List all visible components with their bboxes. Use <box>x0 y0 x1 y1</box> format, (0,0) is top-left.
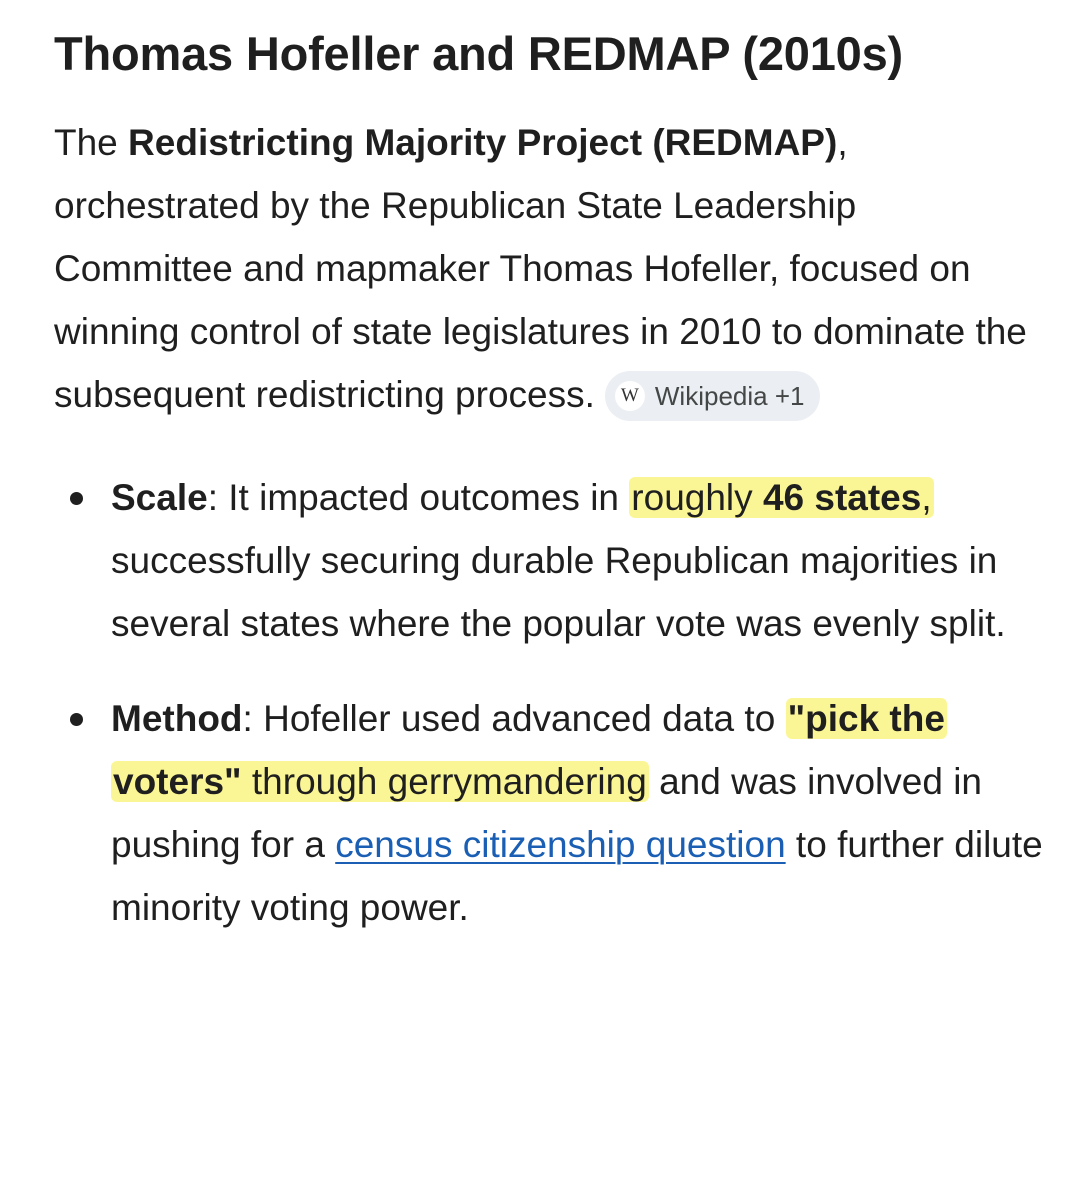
bullet-colon: : <box>207 477 218 518</box>
bullet-text <box>111 477 1006 644</box>
bullet-pre: Hofeller used advanced data to <box>252 698 786 739</box>
highlight-after: , <box>921 477 932 518</box>
highlight-plain: through gerrymandering <box>241 761 647 802</box>
bullet-rest: to further dilute minority voting power. <box>111 824 1043 928</box>
bullet-pre: It impacted outcomes in <box>217 477 630 518</box>
list-item-scale <box>54 466 1044 655</box>
bullet-list <box>54 466 1044 939</box>
source-chip[interactable] <box>605 371 821 421</box>
census-citizenship-link[interactable]: census citizenship question <box>335 824 786 865</box>
wikipedia-icon: W <box>615 381 645 411</box>
intro-prefix: The <box>54 122 129 163</box>
intro-paragraph <box>54 111 1044 426</box>
highlight-mark <box>629 477 933 518</box>
highlight-bold: "pick the voters" <box>113 698 945 802</box>
article <box>54 22 1044 971</box>
bullet-rest: successfully securing durable Republican majorities in several states where the popular vote was evenly split. <box>111 540 1006 644</box>
bullet-dot-icon <box>70 492 83 505</box>
highlight-plain: roughly <box>631 477 763 518</box>
source-chip-label: Wikipedia +1 <box>654 380 805 411</box>
bullet-term: Method <box>111 698 243 739</box>
list-item-method <box>54 687 1044 939</box>
bullet-dot-icon <box>70 713 83 726</box>
intro-rest: , orchestrated by the Republican State Leadership Committee and mapmaker Thomas Hofeller, focused on winning control of state legislatures in 2010 to dominate the subsequent redistricting process. <box>54 122 1027 415</box>
bullet-mid: and was involved in pushing for a <box>111 761 982 865</box>
bullet-text <box>111 698 1043 928</box>
intro-bold-term: Redistricting Majority Project (REDMAP) <box>128 122 838 163</box>
section-heading: Thomas Hofeller and REDMAP (2010s) <box>54 27 903 80</box>
bullet-term: Scale <box>111 477 208 518</box>
bullet-colon: : <box>242 698 253 739</box>
highlight-bold: 46 states <box>762 477 922 518</box>
